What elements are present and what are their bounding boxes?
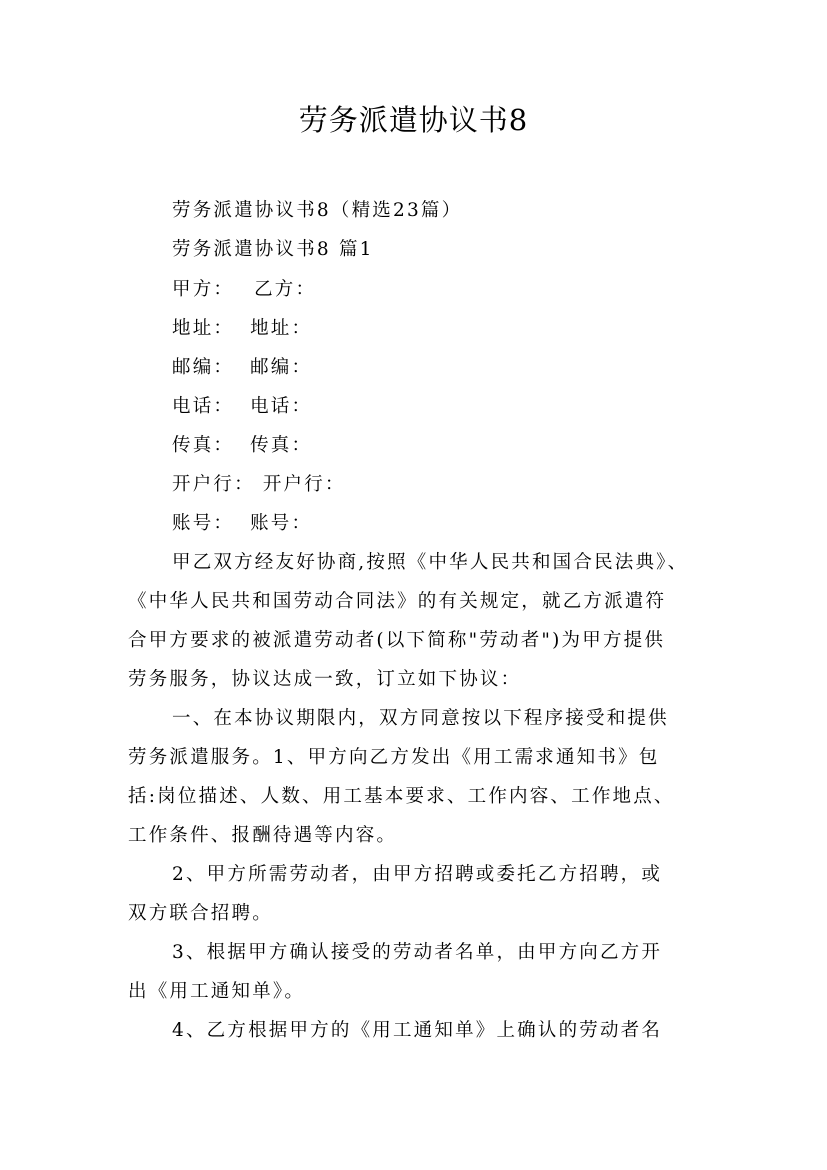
- field-row-postcode: [172, 355, 312, 381]
- paragraph-line: 双方联合招聘。: [128, 903, 273, 924]
- field-row-party: [172, 277, 316, 303]
- field-label-party-b: 乙方：: [254, 279, 317, 300]
- field-row-phone: [172, 394, 312, 420]
- paragraph-line: 合甲方要求的被派遣劳动者(以下简称"劳动者")为甲方提供: [128, 630, 666, 651]
- paragraph-line: 工作条件、报酬待遇等内容。: [128, 825, 398, 846]
- field-label-fax-a: 传真：: [172, 435, 235, 456]
- paragraph-line: 一、在本协议期限内，双方同意按以下程序接受和提供: [172, 708, 669, 729]
- field-row-fax: [172, 433, 312, 459]
- paragraph-line: 2、甲方所需劳动者，由甲方招聘或委托乙方招聘，或: [172, 864, 663, 885]
- paragraph-line: 劳务派遣服务。1、甲方向乙方发出《用工需求通知书》包: [128, 747, 660, 768]
- field-row-bank: [172, 472, 346, 498]
- paragraph-line: 甲乙双方经友好协商,按照《中华人民共和国合民法典》、: [172, 552, 689, 573]
- field-label-address-b: 地址：: [250, 318, 313, 339]
- field-row-account: [172, 511, 312, 537]
- section-heading: 劳务派遣协议书8 篇1: [172, 239, 374, 260]
- paragraph-line: 出《用工通知单》。: [128, 981, 306, 1002]
- field-label-bank-b: 开户行：: [262, 474, 346, 495]
- field-label-postcode-b: 邮编：: [250, 357, 313, 378]
- document-title: 劳务派遣协议书8: [298, 103, 529, 137]
- paragraph-line: 括:岗位描述、人数、用工基本要求、工作内容、工作地点、: [128, 786, 675, 807]
- field-label-account-b: 账号：: [250, 513, 313, 534]
- field-label-account-a: 账号：: [172, 513, 235, 534]
- paragraph-line: 4、乙方根据甲方的《用工通知单》上确认的劳动者名: [172, 1020, 663, 1041]
- field-label-address-a: 地址：: [172, 318, 235, 339]
- field-label-party-a: 甲方：: [172, 279, 235, 300]
- document-subtitle: 劳务派遣协议书8（精选23篇）: [172, 200, 463, 221]
- field-label-phone-b: 电话：: [250, 396, 313, 417]
- field-label-postcode-a: 邮编：: [172, 357, 235, 378]
- paragraph-line: 《中华人民共和国劳动合同法》的有关规定，就乙方派遣符: [128, 591, 667, 612]
- field-label-fax-b: 传真：: [250, 435, 313, 456]
- field-row-address: [172, 316, 312, 342]
- paragraph-line: 劳务服务，协议达成一致，订立如下协议：: [128, 669, 522, 690]
- field-label-bank-a: 开户行：: [172, 474, 255, 495]
- paragraph-line: 3、根据甲方确认接受的劳动者名单，由甲方向乙方开: [172, 942, 663, 963]
- field-label-phone-a: 电话：: [172, 396, 235, 417]
